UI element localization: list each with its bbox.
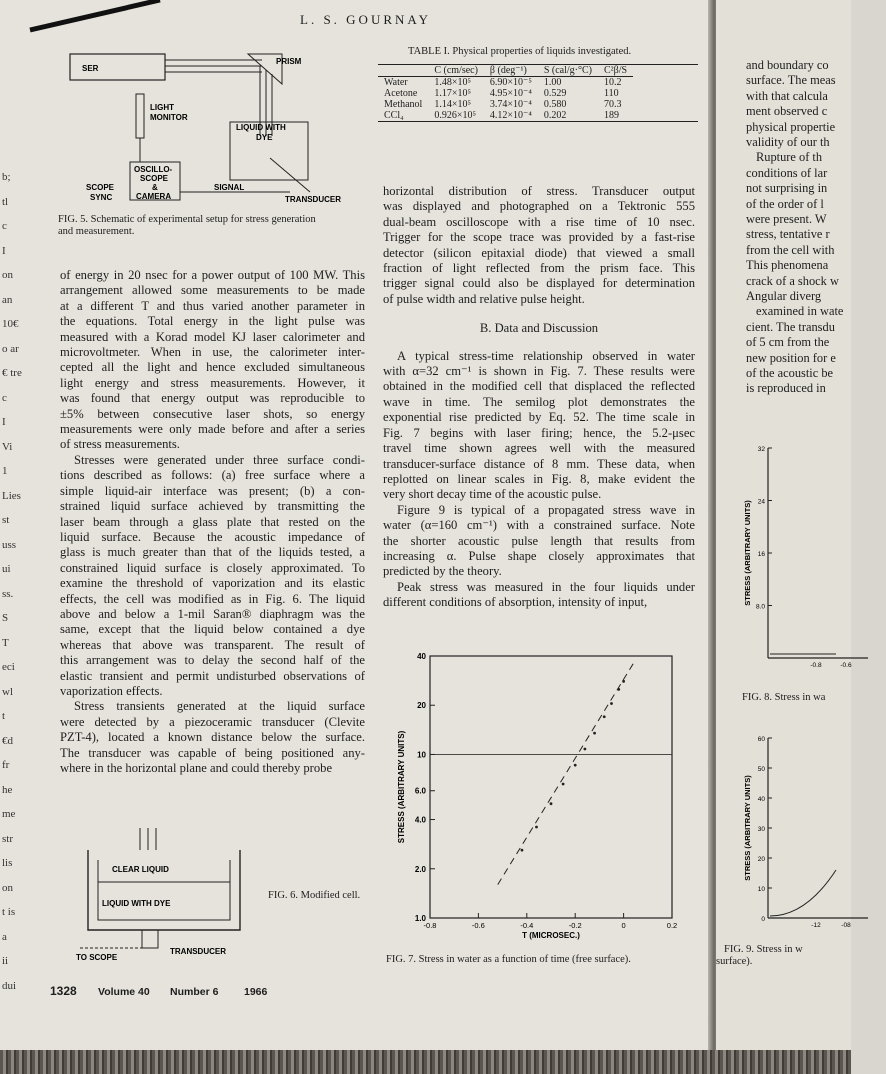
- fig6-caption: FIG. 6. Modified cell.: [268, 890, 361, 901]
- fig7-y-tick-label: 20: [417, 701, 426, 711]
- text-line: simple liquid-air interface was present; (b) a con-: [60, 483, 365, 498]
- right-page-line: of 5 cm from the: [746, 335, 830, 350]
- right-page-line: validity of our th: [746, 135, 830, 149]
- right-page-line: crack of a shock w: [746, 273, 839, 288]
- margin-fragment: €d: [2, 734, 13, 747]
- margin-fragment: ui: [2, 563, 11, 575]
- text-line: Trigger for the scope trace was provided by a fast-rise: [383, 230, 695, 245]
- right-page-line: new position for e: [746, 350, 836, 365]
- fig7-y-tick-label: 1.0: [414, 914, 426, 923]
- footer-page-number: 1328: [50, 984, 77, 998]
- margin-fragment: t is: [2, 906, 16, 918]
- right-page-line: from the cell with: [746, 242, 835, 257]
- table1-cell: 4.95×10⁻⁴: [489, 88, 532, 99]
- right-page-line: with that calcula: [746, 88, 828, 103]
- margin-fragment: on: [2, 269, 13, 281]
- fig5-label-laser: SER: [82, 64, 99, 73]
- text-line: fraction of light reflected from the prism face. This: [383, 261, 695, 276]
- fig5-label-scope-1: SCOPE: [86, 183, 115, 192]
- running-head: L. S. GOURNAY: [300, 12, 431, 27]
- margin-fragment: lis: [2, 857, 13, 869]
- text-line: elastic transient and permit undisturbed observations of: [60, 668, 365, 683]
- paragraph: [383, 349, 695, 503]
- margin-fragment: uss: [2, 538, 17, 551]
- text-line: trigger signal could also be displayed for determination: [383, 276, 695, 291]
- fig8-y-tick-label: 32: [757, 446, 765, 453]
- text-line: replotted on linear scales in Fig. 8, make evident the: [383, 471, 695, 486]
- fig9-y-axis-label: STRESS (ARBITRARY UNITS): [743, 775, 752, 881]
- fig7-y-tick-label: 6.0: [414, 786, 426, 796]
- fig7-data-point: [535, 826, 538, 829]
- margin-fragment: tl: [2, 195, 9, 208]
- table1-cell: 1.00: [543, 77, 562, 88]
- text-line: of pulse width and relative pulse height.: [383, 291, 585, 306]
- right-page-line: not surprising in: [746, 181, 828, 196]
- table1-header-cell: S (cal/g·°C): [543, 65, 592, 76]
- fig5-label-liquid-2: DYE: [256, 133, 273, 142]
- fig7-data-point: [583, 748, 586, 751]
- paragraph: [383, 184, 695, 307]
- table1-cell: 0.202: [543, 110, 567, 121]
- text-line: of energy in 20 nsec for a power output of 100 MW. This: [60, 268, 365, 282]
- text-line: examine the threshold of vaporization and its elastic: [60, 576, 365, 591]
- fig9-y-tick-label: 20: [757, 856, 765, 863]
- fig6-outer-wall: [88, 850, 240, 930]
- text-line: glass is much greater than that of the liquids tested, a: [60, 545, 365, 560]
- fig7-x-axis-label: T (MICROSEC.): [522, 931, 580, 940]
- text-line: very short decay time of the acoustic pulse.: [383, 487, 602, 502]
- margin-fragment: S: [2, 612, 9, 624]
- margin-fragment: fr: [2, 759, 10, 771]
- footer-volume: Volume 40: [98, 986, 150, 998]
- text-line: Stress transients generated at the liquid surface: [74, 699, 365, 714]
- fig8-y-tick-label: 24: [757, 498, 765, 506]
- fig7-fit-line: [498, 660, 636, 885]
- table1-cell: 10.2: [603, 77, 622, 88]
- text-line: increasing α. Pulse shape closely approximates that: [383, 548, 695, 563]
- text-line: light energy and stress measurements. However, it: [60, 375, 365, 390]
- paragraph: [383, 503, 695, 580]
- right-page-line: of the acoustic be: [746, 366, 834, 380]
- fig9-curve: [770, 870, 836, 916]
- fig9-x-tick-label: -08: [841, 922, 851, 929]
- text-line: water (α=160 cm⁻¹) with a constrained surface. Note: [383, 518, 695, 533]
- fig6-label-clear: CLEAR LIQUID: [112, 865, 169, 874]
- margin-fragment: 1: [2, 465, 8, 477]
- margin-fragment: eci: [2, 661, 15, 673]
- text-line: liquid surface. Because the acoustic impedance of: [60, 529, 365, 544]
- text-line: different conditions of absorption, intensity of input,: [383, 595, 648, 610]
- fig9-y-tick-label: 60: [757, 736, 765, 743]
- section-heading: B. Data and Discussion: [479, 321, 599, 336]
- fig5-label-light-2: MONITOR: [150, 113, 188, 122]
- fig7-data-point: [593, 732, 596, 735]
- text-line: above and below a 1-mil Saran® diaphragm was the: [60, 606, 365, 621]
- fig5-schematic: [30, 0, 380, 210]
- margin-fragment: me: [2, 808, 16, 820]
- text-line: whereas that above was transparent. The result of: [60, 637, 365, 652]
- margin-fragment: b;: [2, 171, 11, 183]
- right-column-text: [383, 184, 695, 611]
- fig9-chart: [736, 730, 851, 940]
- margin-fragment: st: [2, 514, 10, 526]
- text-line: arrangement allowed some measurements to be made: [60, 283, 365, 298]
- fig7-x-tick-label: -0.4: [520, 921, 534, 930]
- fig5-caption-line: and measurement.: [58, 226, 135, 237]
- margin-fragment: ss.: [2, 587, 14, 600]
- text-line: measured with a Korad model KJ laser calorimeter and: [60, 329, 365, 344]
- margin-fragment: c: [2, 220, 7, 232]
- margin-fragment: o ar: [2, 342, 19, 355]
- text-line: with α=32 cm⁻¹ is shown in Fig. 7. These results were: [383, 364, 695, 379]
- fig7-y-tick-label: 4.0: [414, 815, 426, 825]
- margin-fragment: I: [2, 416, 6, 428]
- fig9-caption: [716, 944, 851, 968]
- text-line: vaporization effects.: [60, 683, 163, 698]
- text-line: ±5% between consecutive laser shots, so energy: [60, 406, 365, 421]
- margin-fragment: wl: [2, 685, 13, 698]
- right-page-line: cient. The transdu: [746, 319, 835, 334]
- fig7-data-point: [562, 783, 565, 786]
- fig7-plot-frame: [430, 656, 672, 918]
- fig5-label-signal: SIGNAL: [214, 183, 245, 192]
- right-page-line: is reproduced in: [746, 381, 826, 396]
- paragraph: [60, 699, 365, 776]
- margin-fragment: I: [2, 244, 6, 257]
- fig8-x-tick-label: -0.6: [840, 662, 852, 669]
- scan-bottom-edge: [0, 1050, 851, 1074]
- fig5-label-osc-3: &: [152, 183, 158, 192]
- table1-header-cell: C²β/S: [603, 65, 628, 76]
- text-line: Figure 9 is typical of a propagated stress wave in: [397, 502, 695, 517]
- text-line: at a different T and thus varied another parameter in: [60, 298, 365, 313]
- text-line: was found that energy output was reproducible to: [60, 391, 365, 406]
- table1: [378, 64, 698, 122]
- fig5-label-scope-2: SYNC: [90, 193, 113, 202]
- fig6-transducer: [142, 930, 158, 948]
- table1-cell: 1.48×10⁵: [434, 77, 471, 88]
- text-line: tions described as follows: (a) free surface where a: [60, 468, 365, 483]
- margin-fragment: a: [2, 930, 7, 943]
- text-line: predicted by the theory.: [383, 564, 502, 579]
- fig8-y-tick-label: 16: [757, 551, 765, 558]
- fig7-data-point: [610, 702, 613, 705]
- fig5-monitor-bar: [136, 94, 144, 138]
- fig7-data-point: [521, 849, 524, 852]
- right-page-line: This phenomena: [746, 258, 829, 273]
- margin-fragment: ii: [2, 955, 9, 967]
- text-line: Peak stress was measured in the four liquids under: [397, 579, 695, 594]
- fig6-label-transducer: TRANSDUCER: [170, 947, 226, 956]
- text-line: the shorter acoustic pulse length that results from: [383, 533, 695, 548]
- table1-header-cell: β (deg⁻¹): [489, 65, 527, 76]
- table1-cell: 6.90×10⁻⁵: [489, 77, 532, 88]
- right-page-line: stress, tentative r: [746, 227, 830, 242]
- fig7-y-tick-label: 2.0: [414, 864, 426, 874]
- table1-cell: 70.3: [603, 99, 622, 110]
- right-page-line: of the order of l: [746, 196, 824, 211]
- text-line: cepted all the light and hence excluded simultaneous: [60, 360, 365, 375]
- fig7-y-axis-label: STRESS (ARBITRARY UNITS): [397, 730, 406, 844]
- table1-cell: Water: [384, 77, 408, 88]
- fig9-caption-line: FIG. 9. Stress in w: [724, 944, 803, 955]
- table1-row: [378, 99, 633, 110]
- margin-fragment: Lies: [2, 489, 21, 502]
- fig9-y-tick-label: 0: [761, 916, 765, 923]
- fig8-y-tick-label: 8.0: [755, 603, 765, 611]
- margin-fragment: an: [2, 293, 13, 306]
- text-line: of stress measurements.: [60, 437, 180, 452]
- margin-fragment: on: [2, 881, 13, 894]
- right-page-line: conditions of lar: [746, 165, 828, 180]
- table1-cell: 0.529: [543, 88, 567, 99]
- text-line: same, except that the liquid below contained a dye: [60, 622, 365, 637]
- fig5-label-prism: PRISM: [276, 57, 302, 66]
- fig9-x-tick-label: -12: [811, 922, 821, 929]
- right-page-line: ment observed c: [746, 104, 828, 119]
- text-line: constrained liquid surface is closely approximated. To: [60, 560, 365, 575]
- table1-header-cell: [378, 65, 428, 77]
- text-line: The transducer was capable of being positioned any-: [60, 745, 365, 760]
- fig8-chart: [736, 440, 851, 680]
- text-line: horizontal distribution of stress. Transducer output: [383, 184, 695, 198]
- table1-row: [378, 110, 633, 121]
- fig7-x-tick-label: 0.2: [666, 921, 678, 930]
- fig5-label-light-1: LIGHT: [150, 103, 174, 112]
- table1-cell: 3.74×10⁻⁴: [489, 99, 532, 110]
- right-page-line: examined in wate: [756, 304, 844, 319]
- text-line: A typical stress-time relationship observed in water: [397, 348, 695, 363]
- fig9-caption-line: surface).: [716, 956, 753, 967]
- text-line: were detected by a piezoceramic transducer (Clevite: [60, 714, 365, 729]
- text-line: Fig. 7 begins with laser firing; hence, the 5.2-μsec: [383, 425, 695, 440]
- text-line: wave in time. The semilog plot demonstrates the: [383, 394, 695, 409]
- fig7-data-point: [574, 764, 577, 767]
- table1-row: [378, 88, 633, 99]
- fig5-dark-edge: [30, 0, 160, 30]
- fig6-cell: [70, 820, 270, 970]
- fig8-x-tick-label: -0.8: [810, 662, 822, 669]
- text-line: measurements were only made before and after a series: [60, 422, 365, 437]
- table1-cell: 0.926×10⁵: [434, 110, 476, 121]
- fig5-label-transducer: TRANSDUCER: [285, 195, 341, 204]
- text-line: microvoltmeter. When in use, the calorimeter inter-: [60, 345, 365, 360]
- table1-cell: 1.14×10⁵: [434, 99, 471, 110]
- fig9-y-tick-label: 30: [757, 826, 765, 833]
- footer-number: Number 6: [170, 986, 219, 998]
- fig7-x-tick-label: -0.6: [471, 921, 485, 930]
- text-line: obtained in the modified cell that displaced the reflected: [383, 379, 695, 394]
- fig9-y-tick-label: 40: [757, 796, 765, 803]
- fig6-label-dye: LIQUID WITH DYE: [102, 899, 171, 908]
- fig5-transducer-lead: [270, 158, 310, 192]
- fig5-label-osc-2: SCOPE: [140, 174, 169, 183]
- right-page-line: Angular diverg: [746, 289, 822, 303]
- fig7-y-tick-label: 40: [417, 652, 426, 661]
- fig5-label-osc-1: OSCILLO-: [134, 165, 173, 174]
- text-line: PZT-4), located a known distance below the surface.: [60, 730, 365, 745]
- paragraph: [383, 580, 695, 611]
- text-line: detector (silicon epitaxial diode) that viewed a small: [383, 245, 695, 260]
- margin-fragment: c: [2, 391, 7, 404]
- fig7-data-point: [617, 688, 620, 691]
- right-page-line: surface. The meas: [746, 73, 836, 88]
- text-line: where in the horizontal plane and could thereby probe: [60, 761, 333, 775]
- fig6-label-scope: TO SCOPE: [76, 953, 118, 962]
- table1-cell: Methanol: [384, 99, 423, 110]
- margin-fragment: Vi: [2, 440, 13, 453]
- text-line: exponential rise predicted by Eq. 52. The time scale in: [383, 410, 695, 425]
- table1-row: [378, 77, 633, 89]
- fig7-data-point: [550, 802, 553, 805]
- margin-fragment: he: [2, 783, 13, 796]
- text-line: effects, the cell was modified as in Fig. 6. The liquid: [60, 591, 365, 606]
- fig7-y-tick-label: 10: [417, 750, 426, 760]
- paragraph: [60, 453, 365, 700]
- margin-fragment: dui: [2, 979, 17, 992]
- text-line: Stresses were generated under three surface condi-: [74, 452, 365, 467]
- text-line: laser beam through a glass plate that rested on the: [60, 514, 365, 529]
- margin-fragment: T: [2, 636, 9, 649]
- fig7-data-point: [622, 680, 625, 683]
- fig8-caption: FIG. 8. Stress in wa: [742, 692, 826, 703]
- fig5-label-osc-4: CAMERA: [136, 192, 172, 201]
- right-page-line: were present. W: [746, 212, 827, 226]
- fig5-caption-line: FIG. 5. Schematic of experimental setup for stress generation: [58, 214, 316, 225]
- margin-fragment: 10€: [2, 318, 19, 330]
- table1-cell: 0.580: [543, 99, 567, 110]
- fig5-caption: [58, 214, 378, 238]
- paragraph: [60, 268, 365, 453]
- fig5-label-liquid-1: LIQUID WITH: [236, 123, 286, 132]
- table1-cell: CCl₄: [384, 110, 404, 121]
- table1-cell: 1.17×10⁵: [434, 88, 471, 99]
- text-line: strained liquid surface achieved by transmitting the: [60, 499, 365, 514]
- text-line: this arrangement was to delay the second half of the: [60, 653, 365, 668]
- table1-header-cell: C (cm/sec): [434, 65, 478, 76]
- right-page: [716, 0, 851, 1074]
- fig8-y-axis-label: STRESS (ARBITRARY UNITS): [743, 500, 752, 606]
- text-line: was displayed and photographed on a Tektronic 555: [383, 199, 695, 214]
- fig7-caption: FIG. 7. Stress in water as a function of time (free surface).: [386, 954, 631, 965]
- text-line: dual-beam oscilloscope with a rise time of 10 nsec.: [383, 214, 695, 229]
- table1-caption: TABLE I. Physical properties of liquids investigated.: [408, 46, 632, 57]
- table1-cell: 4.12×10⁻⁴: [489, 110, 532, 121]
- text-line: travel time shown agrees well with the measured: [383, 441, 695, 456]
- table1-cell: Acetone: [384, 88, 418, 99]
- text-line: transducer-surface distance of 8 mm. These data, when: [383, 456, 695, 471]
- fig7-x-tick-label: 0: [621, 921, 626, 930]
- margin-fragment: € tre: [2, 367, 22, 379]
- margin-fragment: t: [2, 710, 6, 722]
- fig9-y-tick-label: 50: [757, 766, 765, 773]
- fig9-y-tick-label: 10: [757, 886, 765, 893]
- fig7-x-tick-label: -0.8: [423, 921, 437, 930]
- table1-cell: 189: [603, 110, 619, 121]
- right-page-line: physical propertie: [746, 119, 836, 134]
- footer-year: 1966: [244, 986, 268, 998]
- left-column-text: [60, 268, 365, 776]
- fig7-data-point: [603, 715, 606, 718]
- table1-cell: 110: [603, 88, 619, 99]
- text-line: the equations. Total energy in the light pulse was: [60, 314, 365, 329]
- fig7-x-tick-label: -0.2: [568, 921, 582, 930]
- right-page-line: Rupture of th: [756, 150, 823, 165]
- margin-fragment: str: [2, 832, 13, 845]
- right-page-line: and boundary co: [746, 58, 829, 72]
- fig7-chart: [380, 644, 700, 954]
